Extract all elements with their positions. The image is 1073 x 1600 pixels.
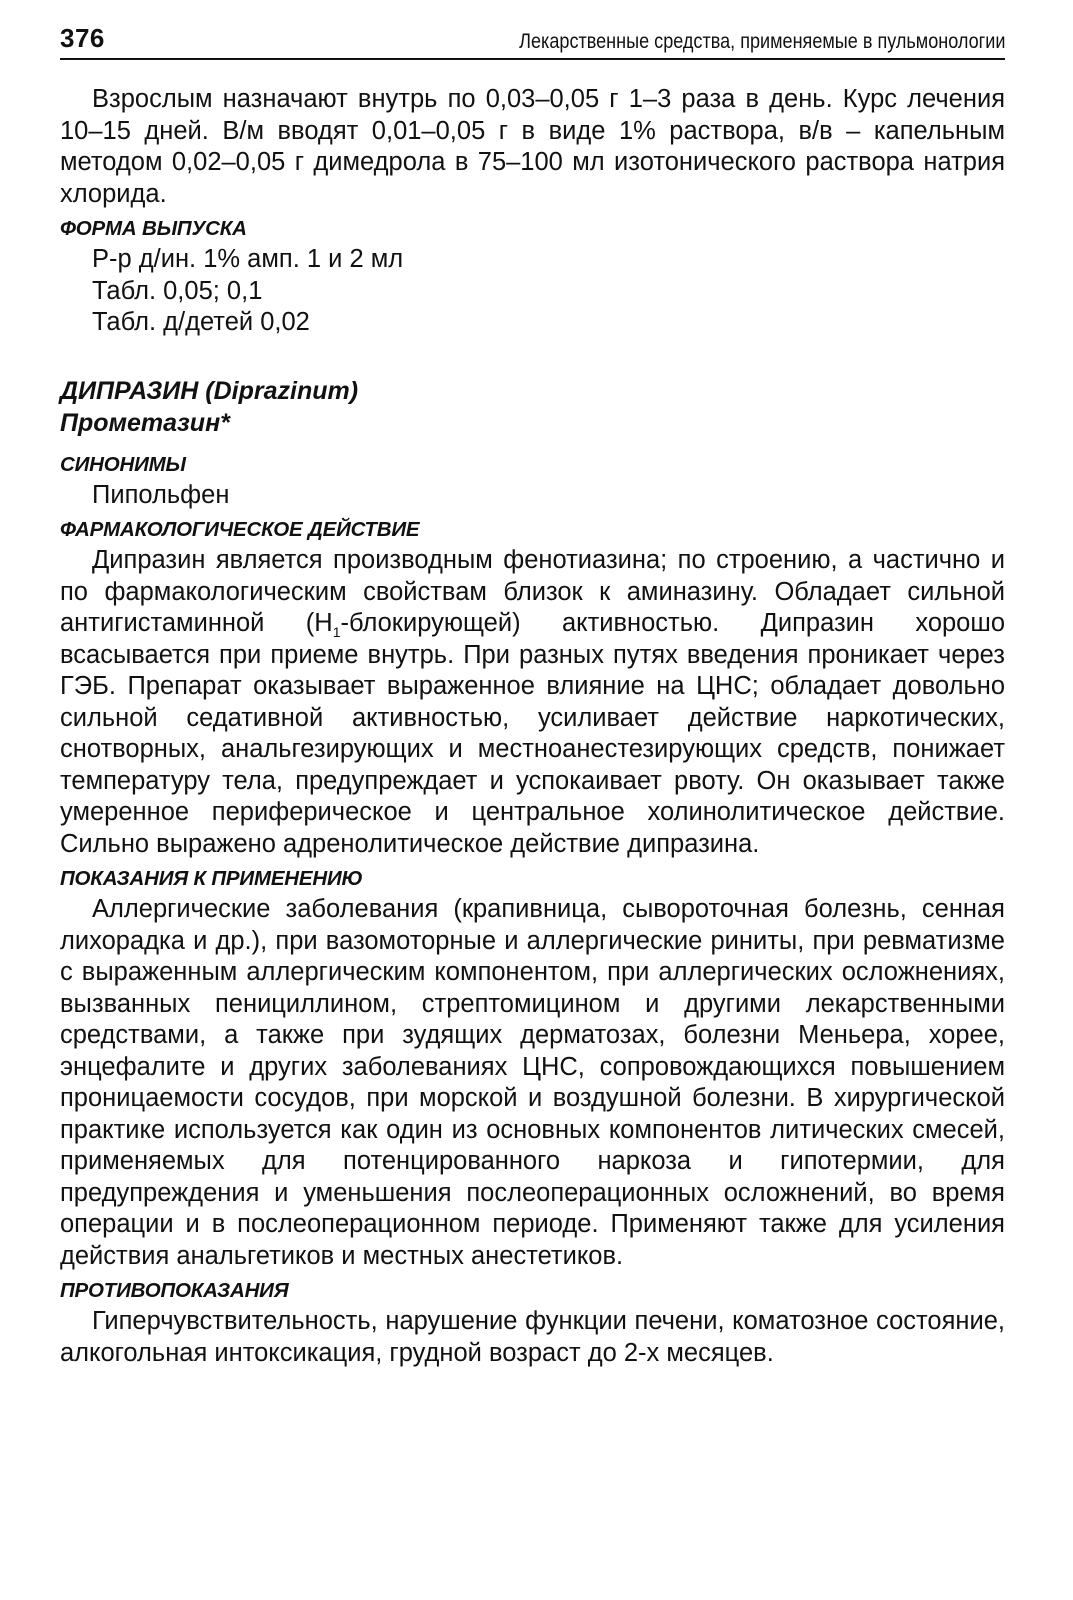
drug-title (60, 375, 1005, 407)
drug-latin-name: (Diprazinum) (205, 376, 359, 405)
pharmacology-text-part2: -блокирующей) активностью. Дипразин хорошо всасывается при приеме внутрь. При разных путях введения проникает через ГЭБ. Препарат оказывает выраженное влияние на ЦНС; обладает довольно сильной седативной активностью, усиливает действие наркотических, снотворных, анальгезирующих и местноанестезирующих средств, понижает температуру тела, предупреждает и успокаивает рвоту. Он оказывает также умеренное периферическое и центральное холинолитическое действие. Сильно выражено адренолитическое действие дипразина. (60, 609, 1006, 858)
drug-alt-name: Прометазин* (60, 408, 230, 437)
pharmacology-paragraph (60, 545, 1005, 860)
page-content (60, 84, 1005, 1369)
release-form-item: Табл. д/детей 0,02 (92, 308, 310, 336)
indications-paragraph: Аллергические заболевания (крапивница, сывороточная болезнь, сенная лихорадка и др.), при вазомоторные и аллергические риниты, при ревматизме с выраженным аллергическим компонентом, при аллергических осложнениях, вызванных пенициллином, стрептомицином и другими лекарственными средствами, а также при зудящих дерматозах, болезни Меньера, хорее, энцефалите и других заболеваниях ЦНС, сопровождающихся повышением проницаемости сосудов, при морской и воздушной болезни. В хирургической практике используется как один из основных компонентов литических смесей, применяемых для потенцированного наркоза и гипотермии, для предупреждения и уменьшения послеоперационных осложнений, во время операции и в послеоперационном периоде. Применяют также для усиления действия анальгетиков и местных анестетиков. (60, 895, 1005, 1270)
contraindications-paragraph: Гиперчувствительность, нарушение функции печени, коматозное состояние, алкогольная интоксикация, грудной возраст до 2-х месяцев. (60, 1307, 1005, 1367)
intro-paragraph: Взрослым назначают внутрь по 0,03–0,05 г 1–3 раза в день. Курс лечения 10–15 дней. В/м вводят 0,01–0,05 г в виде 1% раствора, в/в – капельным методом 0,02–0,05 г димедрола в 75–100 мл изотонического раствора натрия хлорида. (60, 85, 1005, 208)
running-title: Лекарственные средства, применяемые в пульмонологии (518, 30, 1005, 53)
section-heading-forma-vypuska: ФОРМА ВЫПУСКА (60, 217, 247, 240)
page-number: 376 (60, 23, 105, 53)
subscript-1: 1 (332, 624, 341, 641)
running-head (60, 14, 1005, 60)
section-heading-contraindications: ПРОТИВОПОКАЗАНИЯ (60, 1279, 289, 1302)
section-heading-pharmacology: ФАРМАКОЛОГИЧЕСКОЕ ДЕЙСТВИЕ (60, 518, 420, 541)
section-heading-indications: ПОКАЗАНИЯ К ПРИМЕНЕНИЮ (60, 867, 363, 890)
release-form-item: Р-р д/ин. 1% амп. 1 и 2 мл (92, 245, 404, 273)
drug-name: ДИПРАЗИН (60, 376, 199, 405)
release-forms-list (60, 244, 1005, 339)
pharmacology-text-part1: Дипразин является производным фенотиазина; по строению, а частично и по фармакологическим свойствам близок к аминазину. Обладает сильной антигистаминной (H (60, 546, 1005, 637)
synonyms-text: Пипольфен (92, 480, 230, 509)
book-page (60, 14, 1005, 1369)
section-heading-synonyms: СИНОНИМЫ (60, 452, 186, 476)
release-form-item: Табл. 0,05; 0,1 (92, 276, 263, 305)
